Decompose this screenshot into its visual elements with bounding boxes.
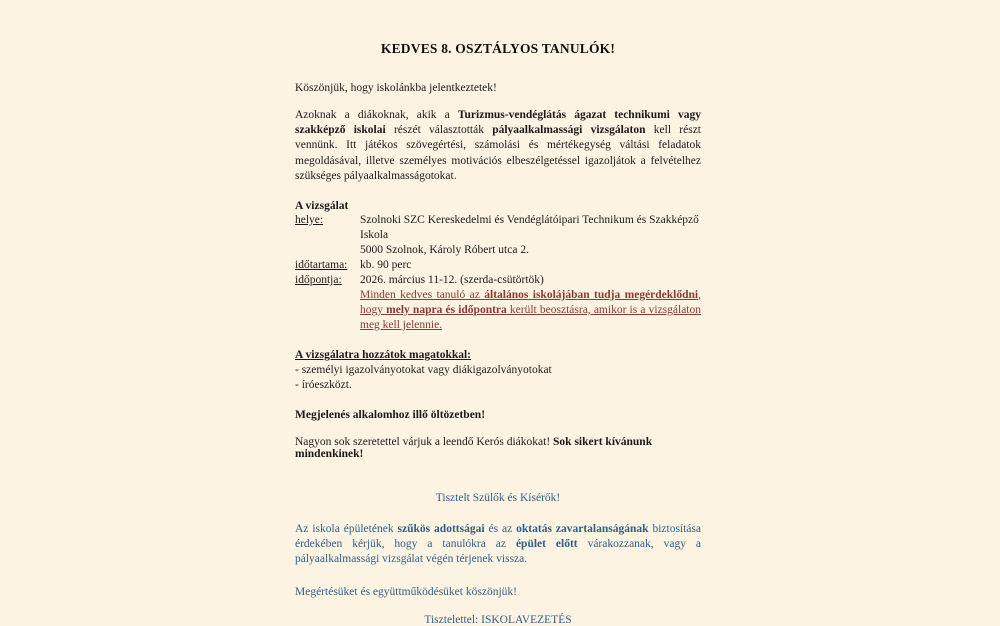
intro-text-part2: részét választották [385,124,493,137]
parents-bold-3: épület előtt [515,538,578,551]
dress-code-line: Megjelenés alkalomhoz illő öltözetben! [295,408,486,421]
intro-bold-2: pályaalkalmassági vizsgálaton [492,124,646,137]
exam-row-label-idotartama [295,258,360,273]
exam-row-label-helye [295,213,360,258]
note-part3: került beosztásra, amikor is a vizsgálaton meg kell jelennie. [360,303,701,331]
exam-label-text: időtartama: [295,258,348,271]
document-body [295,0,701,626]
note-part2: , hogy [360,288,701,316]
page-title: KEDVES 8. OSZTÁLYOS TANULÓK! [380,41,616,56]
note-bold-1: általános iskolájában tudja megérdeklődni [484,288,699,301]
parents-part3: biztosítása érdekében kérjük, hogy a tanulókra az [295,522,701,551]
exam-row-value-helye [360,213,701,258]
exam-details-table [295,213,701,333]
table-row [295,273,701,333]
exam-value-line2: 5000 Szolnok, Károly Róbert utca 2. [360,243,529,256]
note-part1: Minden kedves tanuló az [360,288,485,301]
note-bold-2: mely napra és időpontra [386,303,507,316]
parents-bold-1: szűkös adottságai [397,522,485,535]
parents-thanks-line: Megértésüket és együttműködésüket köszönjük! [295,585,517,598]
bring-items-list [295,363,701,394]
exam-value-line1: 2026. március 11-12. (szerda-csütörtök) [360,273,544,286]
closing-line [295,436,701,460]
greeting-text: Köszönjük, hogy iskolánkba jelentkeztetek! [295,82,497,94]
intro-text-part1: Azoknak a diákoknak, akik a [295,109,458,121]
exam-row-value-idopontja [360,273,701,333]
exam-label-text: helye: [295,213,324,226]
closing-part1: Nagyon sok szeretettel várjuk a leendő Kerós diákokat! [295,435,554,448]
bring-section-heading: A vizsgálatra hozzátok magatokkal: [295,349,472,362]
list-item: - íróeszközt. [295,379,352,392]
exam-section-heading: A vizsgálat [295,199,349,212]
closing-bold-1: Sok sikert kívánunk mindenkinek! [295,435,653,460]
table-row [295,258,701,273]
parents-paragraph [295,522,701,568]
intro-bold-1: Turizmus-vendéglátás ágazat technikumi vagy szakképző iskolai [295,109,701,137]
parents-part4: várakozzanak, vagy a pályaalkalmassági vizsgálat végén térjenek vissza. [295,538,702,566]
exam-row-label-idopontja [295,273,360,333]
intro-text-part3: kell részt vennünk. Itt játékos szövegértési, számolási és mértékegység váltási feladatok megoldásával, illetve személyes motivációs elbeszélgetéssel igazoljátok a felvételhez szükséges pályaalkalmasságotokat. [295,124,701,182]
exam-value-line1: kb. 90 perc [360,258,412,271]
list-item: - személyi igazolványotokat vagy diákigazolványotokat [295,364,552,377]
exam-value-line1: Szolnoki SZC Kereskedelmi és Vendéglátóipari Technikum és Szakképző Iskola [360,213,699,241]
exam-schedule-note [360,288,701,334]
exam-label-text: időpontja: [295,273,342,286]
parents-bold-2: oktatás zavartalanságának [516,522,649,535]
intro-paragraph [295,108,701,184]
signature-line: Tisztelettel: ISKOLAVEZETÉS [424,613,572,626]
table-row [295,213,701,258]
parents-part2: és az [484,522,517,535]
parents-heading: Tisztelt Szülők és Kísérők! [435,491,561,504]
exam-row-value-idotartama [360,258,701,273]
parents-part1: Az iskola épületének [295,522,398,535]
